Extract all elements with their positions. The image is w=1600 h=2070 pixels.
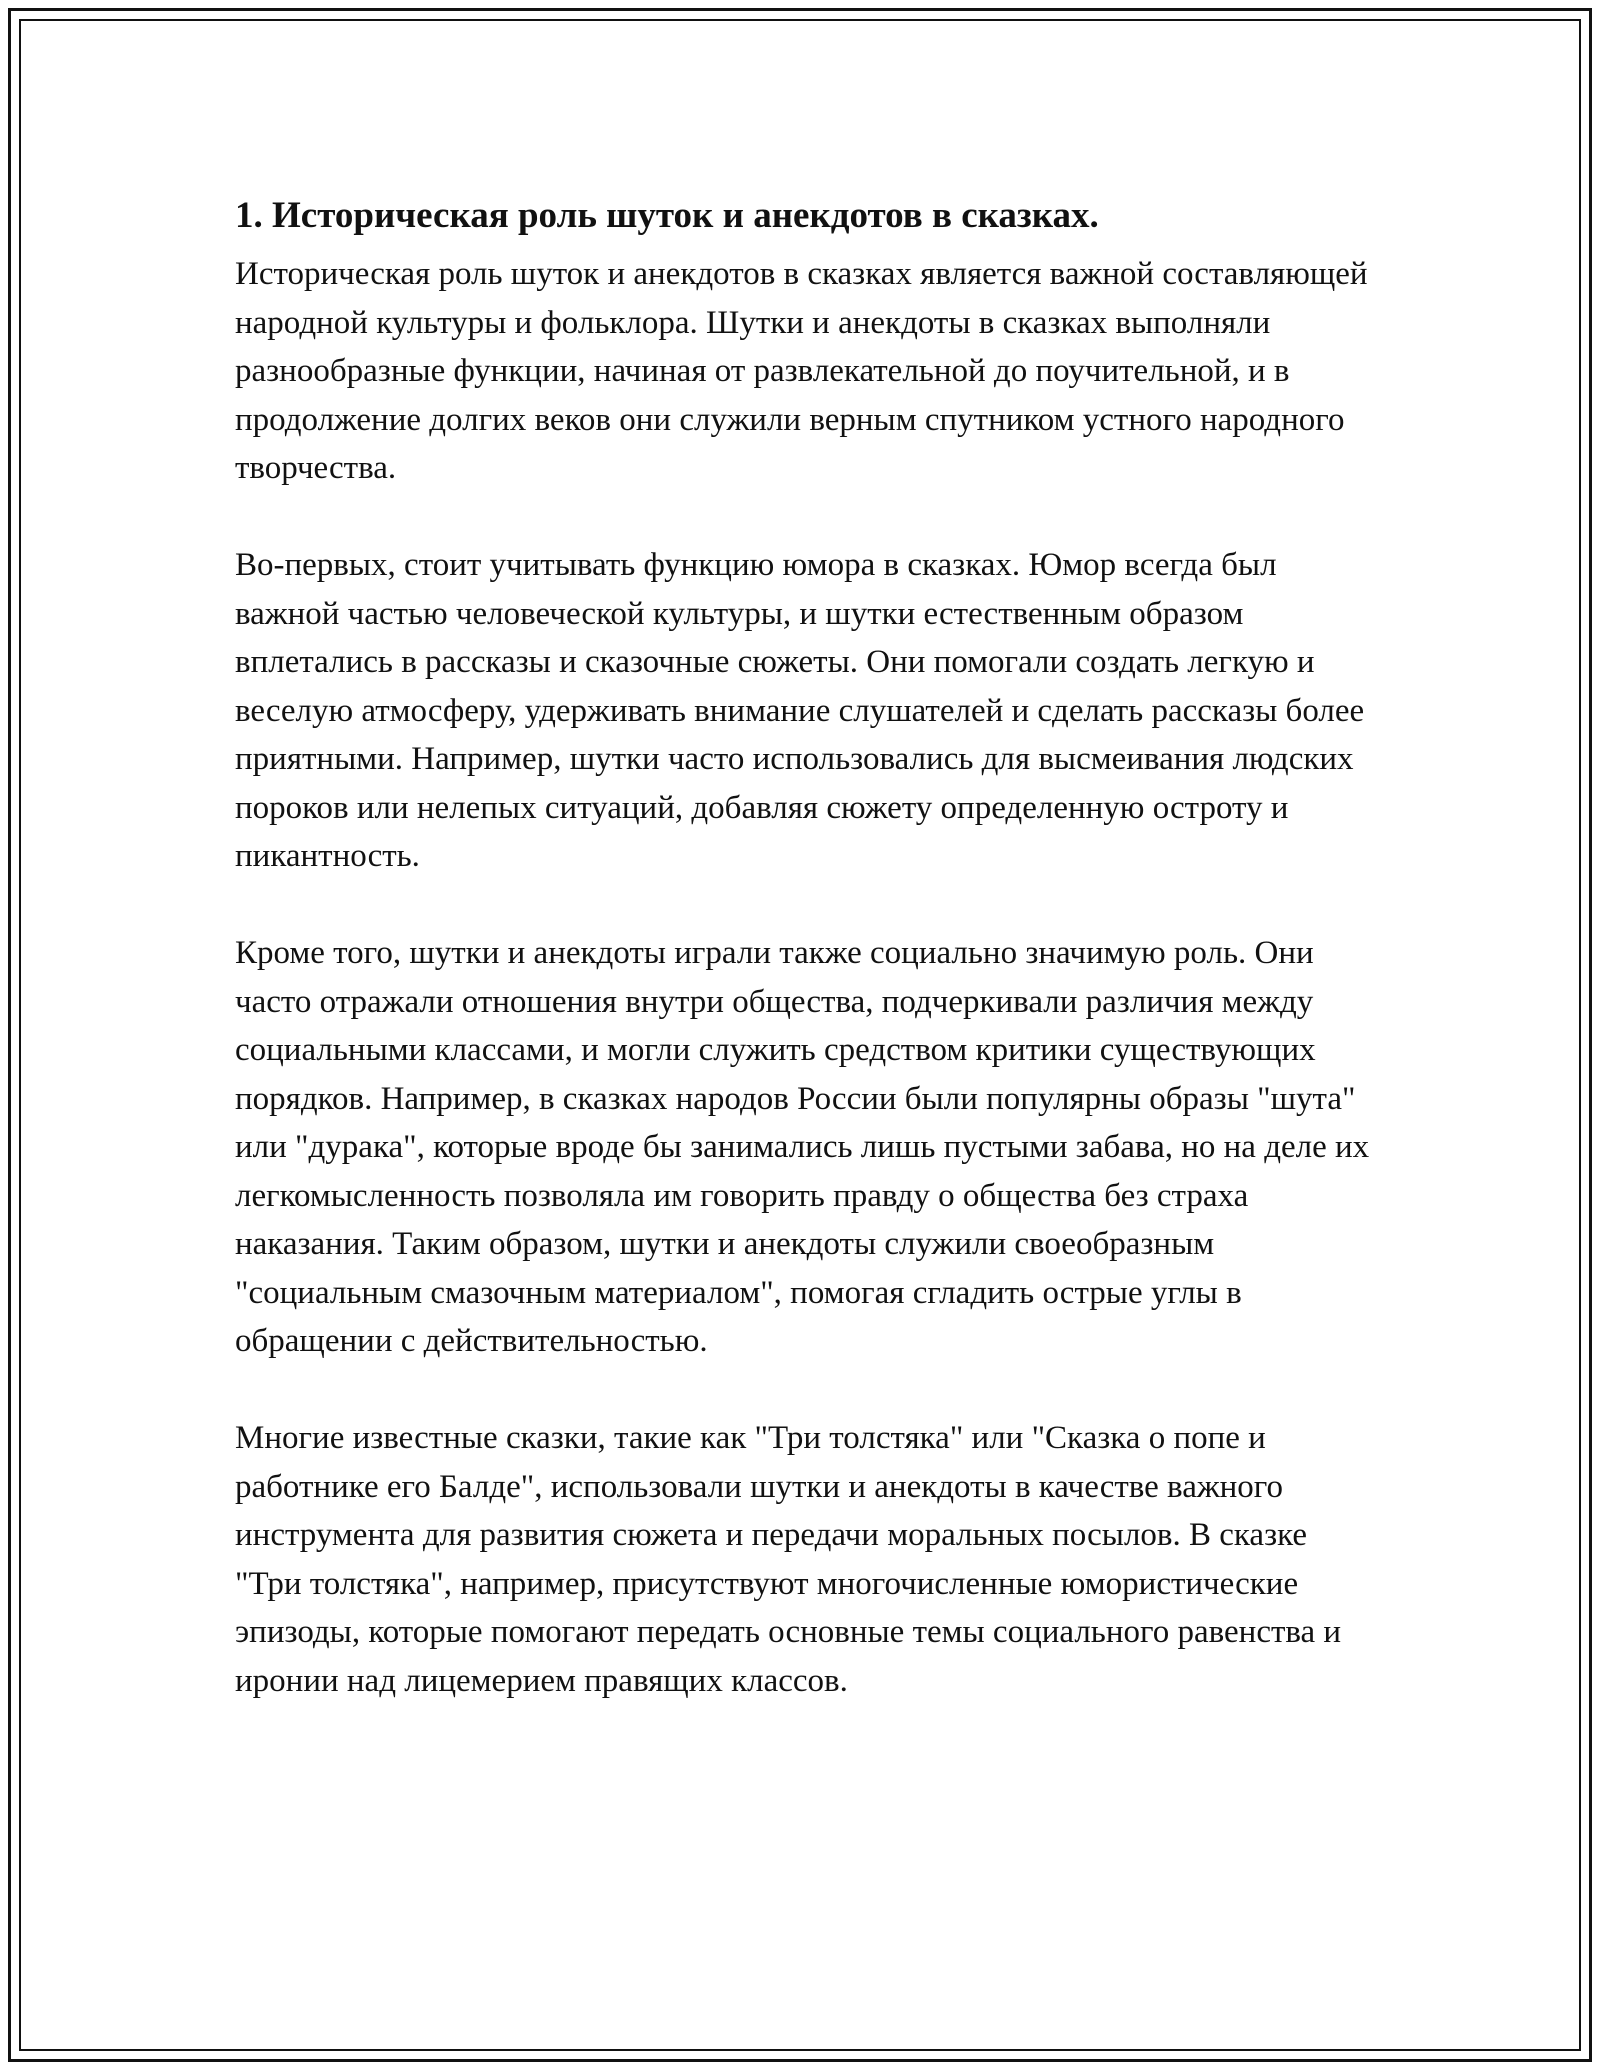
- paragraph-2: Во-первых, стоит учитывать функцию юмора в сказках. Юмор всегда был важной частью человеческой культуры, и шутки естественным образом вплетались в рассказы и сказочные сюжеты. Они помогали создать легкую и веселую атмосферу, удерживать внимание слушателей и сделать рассказы более приятными. Например, шутки часто использовались для высмеивания людских пороков или нелепых ситуаций, добавляя сюжету определенную остроту и пикантность.: [235, 547, 1365, 874]
- paragraph-3: Кроме того, шутки и анекдоты играли также социально значимую роль. Они часто отражали отношения внутри общества, подчеркивали различия между социальными классами, и могли служить средством критики существующих порядков. Например, в сказках народов России были популярны образы "шута" или "дурака", которые вроде бы занимались лишь пустыми забава, но на деле их легкомысленность позволяла им говорить правду о общества без страха наказания. Таким образом, шутки и анекдоты служили своеобразным "социальным смазочным материалом", помогая сгладить острые углы в обращении с действительностью.: [235, 935, 1370, 1359]
- paragraph-4: Многие известные сказки, такие как "Три толстяка" или "Сказка о попе и работнике его Балде", использовали шутки и анекдоты в качестве важного инструмента для развития сюжета и передачи моральных посылов. В сказке "Три толстяка", например, присутствуют многочисленные юмористические эпизоды, которые помогают передать основные темы социального равенства и иронии над лицемерием правящих классов.: [235, 1420, 1342, 1699]
- document-body: [235, 186, 1375, 1754]
- section-heading: 1. Историческая роль шуток и анекдотов в сказках.: [235, 195, 1099, 236]
- paragraph-1: Историческая роль шуток и анекдотов в сказках является важной составляющей народной культуры и фольклора. Шутки и анекдоты в сказках выполняли разнообразные функции, начиная от развлекательной до поучительной, и в продолжение долгих веков они служили верным спутником устного народного творчества.: [235, 256, 1368, 486]
